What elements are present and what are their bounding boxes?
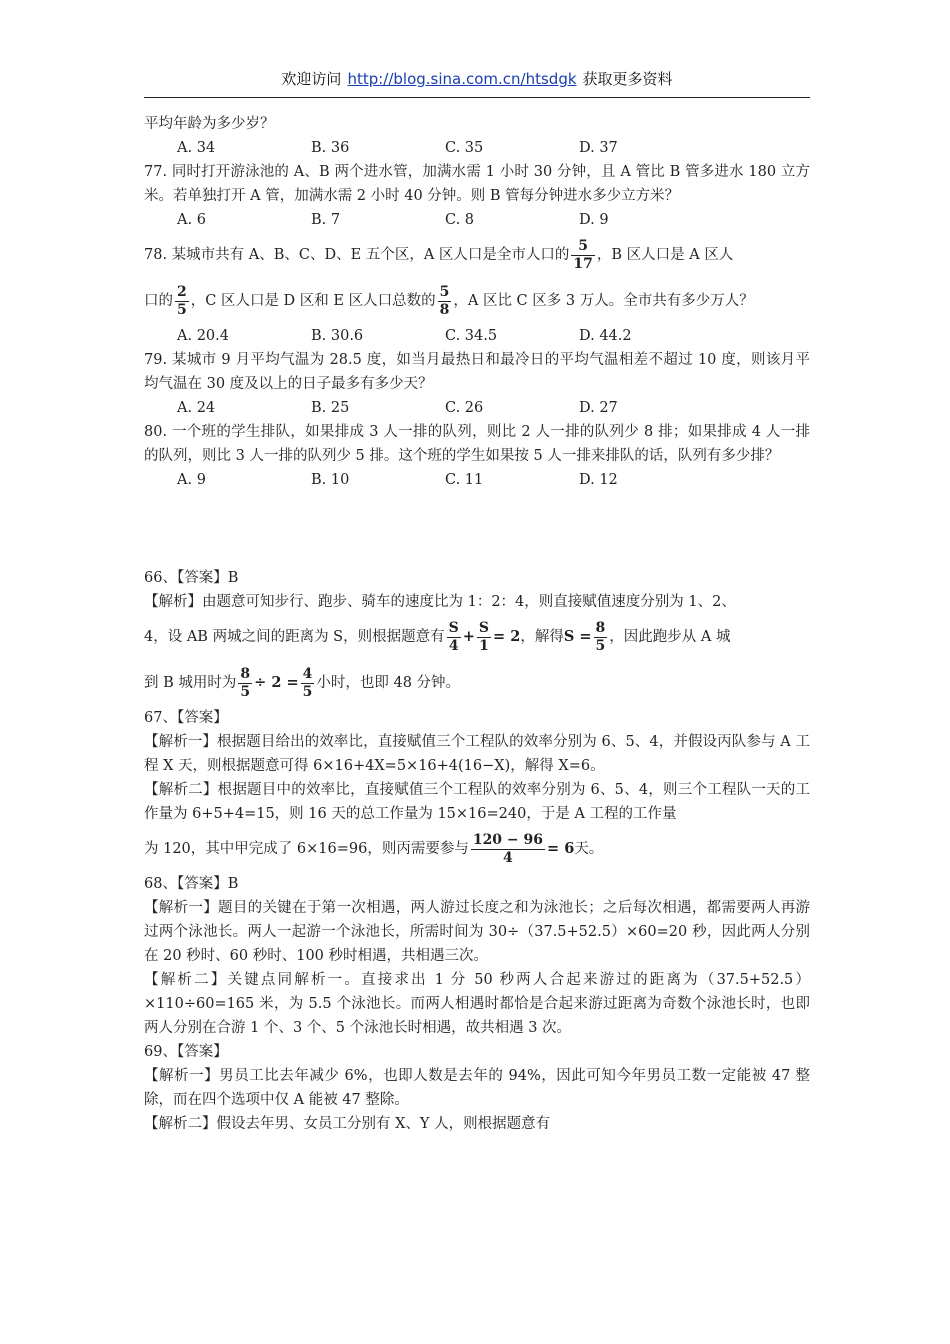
option: B. 36 [311,140,350,156]
header-suffix: 获取更多资料 [582,70,673,88]
a66-line2 [144,614,810,660]
denominator: 17 [573,255,593,272]
a67-text-b: 天。 [574,841,604,857]
a66-text-a: 4，设 AB 两城之间的距离为 S，则根据题意有 [144,629,445,645]
q80-options [144,468,810,492]
a66-line1: 【解析】由题意可知步行、跑步、骑车的速度比为 1：2：4，则直接赋值速度分别为 1、2、 [144,594,736,610]
option: A. 6 [177,212,206,228]
fraction [477,620,491,655]
q78-text-a: 78. 某城市共有 A、B、C、D、E 五个区，A 区人口是全市人口的 [144,247,570,263]
numerator: 8 [595,619,606,636]
q76-tail: 平均年龄为多少岁？ [144,116,275,132]
a66-text-e: 小时，也即 48 分钟。 [316,675,461,691]
q78-text-d: ，C 区人口是 D 区和 E 区人口总数的 [190,293,436,309]
fraction [447,620,461,655]
a67-method1: 【解析一】根据题目给出的效率比，直接赋值三个工程队的效率分别为 6、5、4，并假设丙队参与 A 工程 X 天，则根据题意可得 6×16+4X=5×16+4(16−X)，解得 X=6。 [144,734,810,774]
a69-method1: 【解析一】男员工比去年减少 6%，也即人数是去年的 94%，因此可知今年男员工数一定能被 47 整除，而在四个选项中仅 A 能被 47 整除。 [144,1068,810,1108]
equation-part: ÷ 2 = [254,674,299,691]
option: B. 7 [311,212,341,228]
a69-method2: 【解析二】假设去年男、女员工分别有 X、Y 人，则根据题意有 [144,1116,551,1132]
q78-line1 [144,232,810,278]
plus-sign: + [462,628,475,645]
fraction [438,284,452,319]
fraction [594,620,608,655]
a66-text-d: 到 B 城用时为 [144,675,237,691]
option: D. 37 [579,140,618,156]
option: A. 9 [177,472,206,488]
a67-text-a: 为 120，其中甲完成了 6×16=96，则丙需要参与 [144,841,469,857]
option: D. 9 [579,212,609,228]
equation-part: = 6 [547,840,575,857]
a66-text-c: ，因此跑步从 A 城 [609,629,731,645]
numerator: 5 [571,238,594,256]
q78-line2 [144,278,810,324]
q78-text-c: 口的 [144,293,173,309]
fraction [175,284,189,319]
option: D. 27 [579,400,618,416]
q79-options [144,396,810,420]
option: A. 24 [177,400,216,416]
a66-line3 [144,660,810,706]
denominator: 4 [503,849,513,866]
q78-options [144,324,810,348]
q78-text-b: ，B 区人口是 A 区人 [596,247,734,263]
numerator: S [478,619,490,636]
a68-method2: 【解析二】关键点同解析一。直接求出 1 分 50 秒两人合起来游过的距离为（37.5+52.5）×110÷60=165 米，为 5.5 个泳池长。而两人相遇时都恰是合起来游过距离为奇数个泳池长时，也即两人分别在合游 1 个、3 个、5 个泳池长时相遇，故共相遇 3 次。 [144,972,810,1036]
option: B. 25 [311,400,350,416]
option: C. 35 [445,140,484,156]
option: C. 26 [445,400,484,416]
a67-method2-end [144,826,810,872]
fraction [238,666,252,701]
blog-link[interactable]: http://blog.sina.com.cn/htsdgk [347,70,577,88]
option: A. 20.4 [177,328,229,344]
option: B. 30.6 [311,328,364,344]
denominator: 8 [439,301,450,318]
a68-head: 68、【答案】B [144,876,239,892]
fraction [301,666,315,701]
denominator: 5 [595,637,606,654]
page-header [144,68,810,89]
document-body [144,112,810,1136]
option: C. 8 [445,212,475,228]
header-prefix: 欢迎访问 [281,70,342,88]
section-gap [144,492,810,566]
a68-method1: 【解析一】题目的关键在于第一次相遇，两人游过长度之和为泳池长；之后每次相遇，都需要两人再游过两个泳池长。两人一起游一个泳池长，所需时间为 30÷（37.5+52.5）×60=20 秒，因此两人分别在 20 秒时、60 秒时、100 秒时相遇，共相遇三次。 [144,900,810,964]
a67-head: 67、【答案】 [144,710,228,726]
numerator: 5 [439,283,450,300]
equation-part: S = [563,628,592,645]
option: D. 44.2 [579,328,632,344]
option: C. 11 [445,472,484,488]
denominator: 5 [177,301,187,318]
numerator: 8 [240,665,251,682]
q80-text: 80. 一个班的学生排队，如果排成 3 人一排的队列，则比 2 人一排的队列少 8 排；如果排成 4 人一排的队列，则比 3 人一排的队列少 5 排。这个班的学生如果按 5 人一排来排队的话，队列有多少排？ [144,424,810,464]
numerator: 2 [177,283,187,300]
denominator: 5 [240,683,251,700]
q77-options [144,208,810,232]
a67-method2: 【解析二】根据题目中的效率比，直接赋值三个工程队的效率分别为 6、5、4，则三个工程队一天的工作量为 6+5+4=15，则 16 天的总工作量为 15×16=240，于是 A 工程的工作量 [144,782,810,822]
denominator: 5 [302,683,313,700]
a66-head: 66、【答案】B [144,570,239,586]
header-rule [144,97,810,98]
numerator: 120 − 96 [472,831,544,848]
numerator: 4 [302,665,313,682]
q77-text: 77. 同时打开游泳池的 A、B 两个进水管，加满水需 1 小时 30 分钟，且 A 管比 B 管多进水 180 立方米。若单独打开 A 管，加满水需 2 小时 40 分钟。则 B 管每分钟进水多少立方米？ [144,164,810,204]
fraction [471,832,545,867]
q79-text: 79. 某城市 9 月平均气温为 28.5 度，如当月最热日和最冷日的平均气温相差不超过 10 度，则该月平均气温在 30 度及以上的日子最多有多少天？ [144,352,810,392]
a66-text-b: ，解得 [520,629,564,645]
denominator: 1 [479,637,489,654]
option: B. 10 [311,472,350,488]
a69-head: 69、【答案】 [144,1044,228,1060]
denominator: 4 [448,637,459,654]
numerator: S [448,619,459,636]
option: D. 12 [579,472,618,488]
option: C. 34.5 [445,328,498,344]
q78-text-e: ，A 区比 C 区多 3 万人。全市共有多少万人？ [453,293,754,309]
fraction [571,238,594,273]
equation-part: = 2 [493,628,521,645]
q76-options [144,136,810,160]
option: A. 34 [177,140,216,156]
